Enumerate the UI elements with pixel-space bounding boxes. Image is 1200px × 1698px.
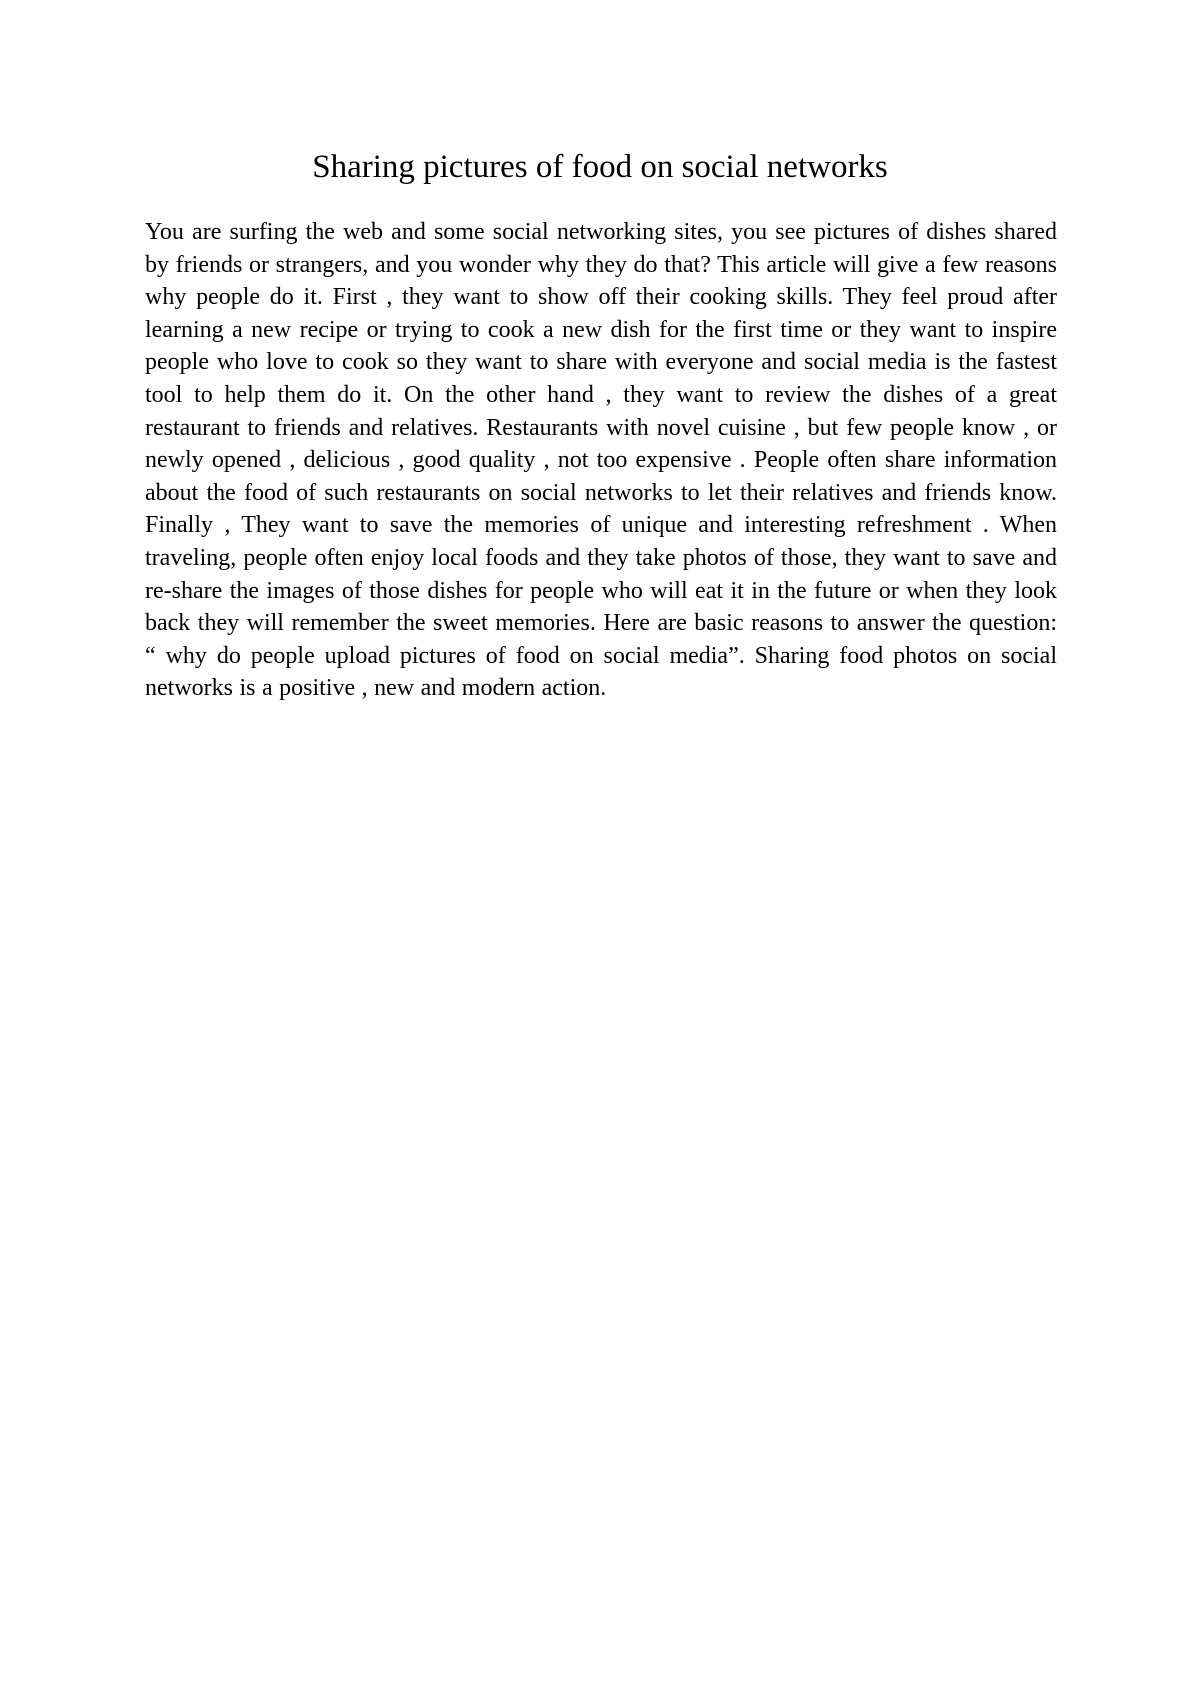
document-title: Sharing pictures of food on social networks	[312, 149, 888, 185]
document-body-paragraph: You are surfing the web and some social networking sites, you see pictures of dishes shared by friends or strangers, and you wonder why they do that? This article will give a few reasons why people do it. First , they want to show off their cooking skills. They feel proud after learning a new recipe or trying to cook a new dish for the first time or they want to inspire people who love to cook so they want to share with everyone and social media is the fastest tool to help them do it. On the other hand , they want to review the dishes of a great restaurant to friends and relatives. Restaurants with novel cuisine , but few people know , or newly opened , delicious , good quality , not too expensive . People often share information about the food of such restaurants on social networks to let their relatives and friends know. Finally , They want to save the memories of unique and interesting refreshment . When traveling, people often enjoy local foods and they take photos of those, they want to save and re-share the images of those dishes for people who will eat it in the future or when they look back they will remember the sweet memories. Here are basic reasons to answer the question: “ why do people upload pictures of food on social media”. Sharing food photos on social networks is a positive , new and modern action.	[145, 219, 1057, 702]
